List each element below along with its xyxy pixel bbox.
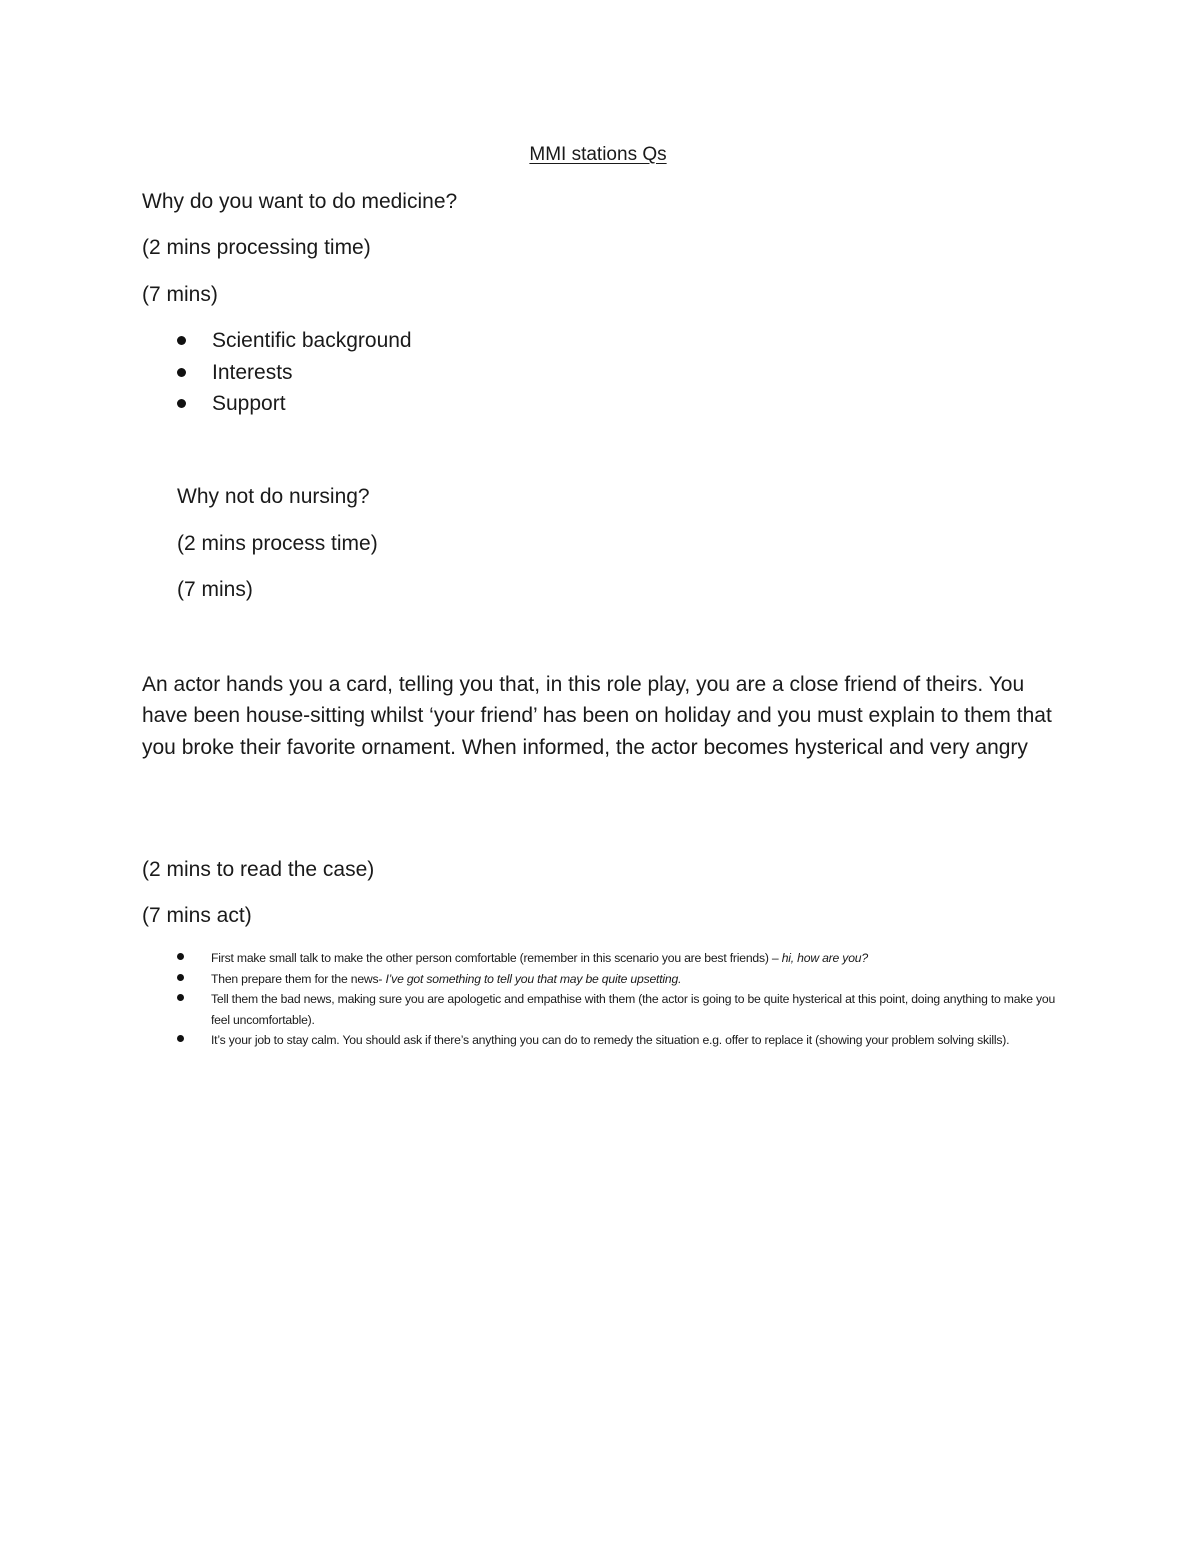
list-item: Interests [177, 360, 412, 392]
tip-text: It’s your job to stay calm. You should ask if there’s anything you can do to remedy the situation e.g. offer to replace it (showing your problem solving skills). [211, 1033, 1010, 1047]
question-3-reading-time: (2 mins to read the case) [142, 858, 375, 881]
tip-example: hi, how are you? [781, 951, 868, 965]
question-2-processing-time: (2 mins process time) [177, 532, 378, 555]
tip-text: Then prepare them for the news- [211, 971, 386, 986]
list-item [177, 1030, 1057, 1051]
question-1: Why do you want to do medicine? [142, 190, 458, 213]
tip-text: Tell them the bad news, making sure you are apologetic and empathise with them (the actor is going to be quite hysterical at this point, doing anything to make you feel uncomfortable). [211, 992, 1056, 1027]
scenario-paragraph: An actor hands you a card, telling you that, in this role play, you are a close friend of theirs. You have been house-sitting whilst ‘your friend’ has been on holiday and you must explain to them that you broke their favorite ornament. When informed, the actor becomes hysterical and very angry [142, 673, 1052, 759]
question-2: Why not do nursing? [177, 485, 370, 508]
list-item [177, 948, 1057, 969]
list-item [177, 989, 1057, 1030]
question-1-processing-time: (2 mins processing time) [142, 236, 371, 259]
list-item [177, 969, 1057, 990]
question-1-points [177, 328, 412, 423]
page-title: MMI stations Qs [529, 144, 667, 165]
question-1-duration: (7 mins) [142, 283, 218, 306]
question-2-duration: (7 mins) [177, 578, 253, 601]
list-item: Support [177, 391, 412, 423]
tip-example: I’ve got something to tell you that may be quite upsetting. [385, 971, 682, 986]
question-3-duration: (7 mins act) [142, 904, 252, 927]
tip-text: First make small talk to make the other person comfortable (remember in this scenario you are best friends) – [211, 951, 782, 965]
scenario-tips [177, 948, 1057, 1051]
list-item: Scientific background [177, 328, 412, 360]
